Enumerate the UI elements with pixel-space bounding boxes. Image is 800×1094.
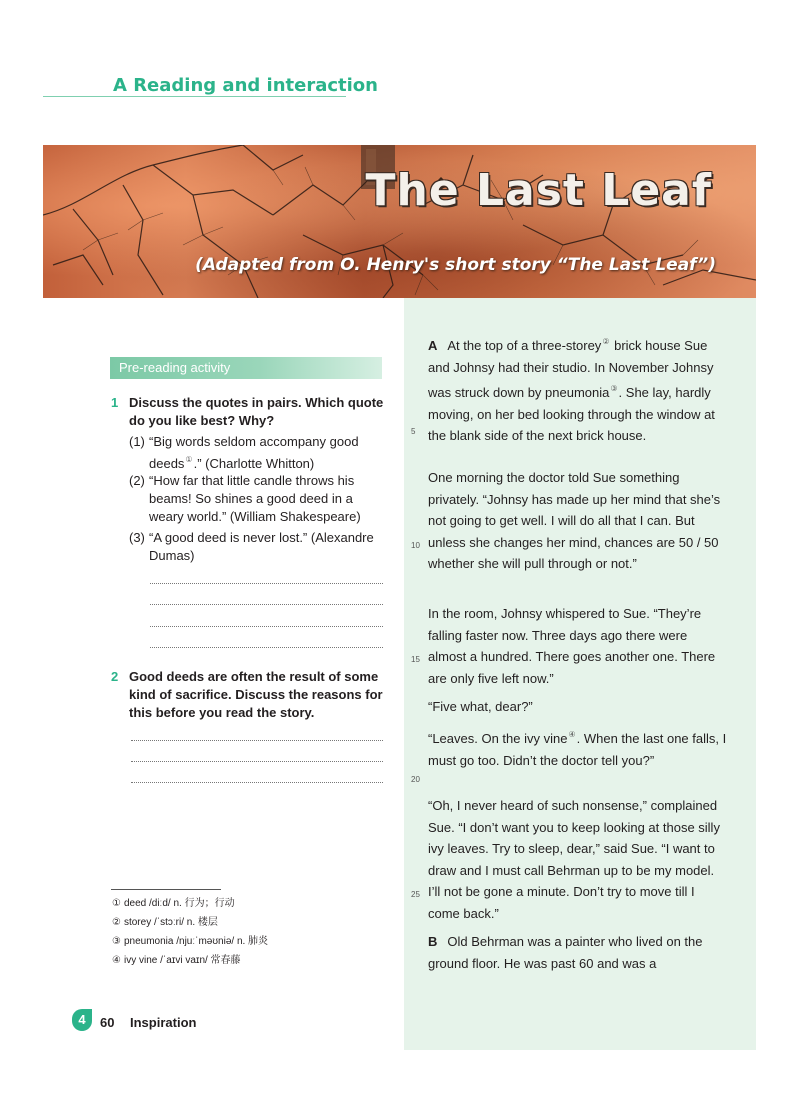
- answer-line[interactable]: [131, 782, 383, 783]
- story-paragraph: One morning the doctor told Sue something privately. “Johnsy has made up her mind that she’s not going to get well. I will do all that I can. But unless she changes her mind, chances are 50 / 50 whether she will pull through or not.”: [428, 470, 721, 572]
- question-number: 1: [111, 395, 119, 410]
- footnote-divider: [111, 889, 221, 890]
- question-2: [111, 668, 387, 722]
- footnote-ref-3: ③: [610, 384, 618, 394]
- page-number: 60: [100, 1015, 115, 1030]
- footnote: ③ pneumonia /njuːˈməʊniə/ n. 肺炎: [112, 936, 269, 947]
- book-title: Inspiration: [130, 1015, 197, 1030]
- story-paragraph-b: B Old Behrman was a painter who lived on the ground floor. He was past 60 and was a: [428, 934, 703, 971]
- footnote-ref-2: ②: [602, 337, 610, 346]
- question-text: Good deeds are often the result of some kind of sacrifice. Discuss the reasons for this before you read the story.: [129, 669, 383, 720]
- quote-item: (2) “How far that little candle throws his beams! So shines a good deed in a weary world.” (William Shakespeare): [129, 473, 361, 524]
- footnote-ref-1: ①: [185, 455, 193, 464]
- answer-line[interactable]: [131, 761, 383, 762]
- story-paragraph: “Leaves. On the ivy vine④. When the last one falls, I must go too. Didn’t the doctor tell you?”: [428, 730, 727, 768]
- line-number: 20: [411, 775, 420, 784]
- question-number: 2: [111, 669, 119, 684]
- story-banner: [43, 145, 756, 298]
- answer-line[interactable]: [131, 740, 383, 741]
- line-number: 15: [411, 655, 420, 664]
- footnote-ref-4: ④: [568, 730, 576, 739]
- section-label-a: A: [428, 338, 438, 353]
- unit-badge: 4: [72, 1009, 92, 1031]
- quote-item: (3) “A good deed is never lost.” (Alexandre Dumas): [129, 530, 374, 563]
- section-heading: A Reading and interaction: [113, 75, 378, 96]
- line-number: 25: [411, 890, 420, 899]
- footnote: ② storey /ˈstɔːri/ n. 楼层: [112, 917, 218, 928]
- pre-reading-label: Pre-reading activity: [119, 360, 231, 375]
- answer-line[interactable]: [150, 626, 383, 627]
- question-text: Discuss the quotes in pairs. Which quote do you like best? Why?: [129, 395, 384, 428]
- story-subtitle: (Adapted from O. Henry's short story “The Last Leaf”): [195, 255, 716, 275]
- story-title: The Last Leaf: [365, 165, 712, 216]
- question-1: [111, 394, 387, 430]
- story-paragraph: “Oh, I never heard of such nonsense,” complained Sue. “I don’t want you to keep looking at those silly ivy leaves. Try to sleep, dear,” said Sue. “I want to draw and I must call Behrman up to be my model. I’ll not be gone a minute. Don’t try to move till I come back.”: [428, 798, 720, 921]
- footnote: ④ ivy vine /ˈaɪvi vaɪn/ 常春藤: [112, 955, 241, 966]
- line-number: 5: [411, 427, 416, 436]
- footnote: ① deed /diːd/ n. 行为；行动: [112, 898, 235, 909]
- section-heading-rule: [43, 96, 346, 97]
- story-paragraph: “Five what, dear?”: [428, 699, 533, 714]
- quote-item: (1) “Big words seldom accompany good deeds①.” (Charlotte Whitton): [129, 434, 359, 471]
- pre-reading-heading: [110, 357, 382, 379]
- story-paragraph-a: A At the top of a three-storey② brick house Sue and Johnsy had their studio. In November Johnsy was struck down by pneumonia③. She lay, hardly moving, on her bed looking through the window at the blank side of the next brick house.: [428, 337, 715, 444]
- story-paragraph: In the room, Johnsy whispered to Sue. “They’re falling faster now. Three days ago there were almost a hundred. There goes another one. There are only five left now.”: [428, 606, 716, 686]
- section-label-b: B: [428, 934, 438, 949]
- answer-line[interactable]: [150, 604, 383, 605]
- line-number: 10: [411, 541, 420, 550]
- answer-line[interactable]: [150, 583, 383, 584]
- answer-line[interactable]: [150, 647, 383, 648]
